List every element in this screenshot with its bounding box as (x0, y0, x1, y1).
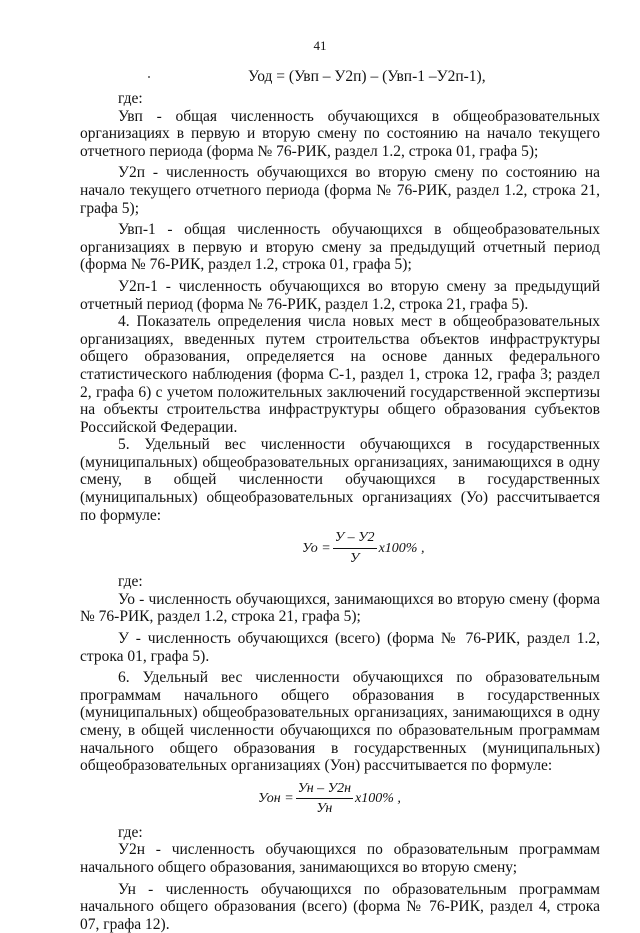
paragraph: 4. Показатель определения числа новых мест в общеобразовательных организациях, введенных путем строительства объектов инфраструктуры общего образования, определяется на основе данных федерального статистического наблюдения (форма С-1, раздел 1, строка 12, графа 3; раздел 2, графа 6) с учетом положительных заключений государственной экспертизы на объекты строительства инфраструктуры общего образования субъектов Российской Федерации. (80, 313, 600, 436)
formula-uon (80, 776, 600, 822)
formula-uo-denominator: У (349, 550, 360, 566)
paragraph: Ун - численность обучающихся по образовательным программам начального общего образования (всего) (форма № 76-РИК, раздел 4, строка 07, графа 12). (80, 880, 600, 933)
body-text (80, 90, 600, 933)
formula-uo-fraction (333, 529, 377, 567)
formula-uon-denominator: Ун (316, 801, 333, 817)
formula-uo-numerator: У – У2 (333, 529, 377, 549)
paragraph: Уо - численность обучающихся, занимающихся во вторую смену (форма № 76-РИК, раздел 1.2, строка 21, графа 5); (80, 590, 600, 626)
paragraph: Увп-1 - общая численность обучающихся в общеобразовательных организациях в первую и вторую смену за предыдущий отчетный период (форма № 76-РИК, раздел 1.2, строка 01, графа 5); (80, 221, 600, 274)
formula-uo-tail: x100% , (378, 540, 425, 556)
formula-uon-numerator: Ун – У2н (296, 780, 353, 800)
formula-uon-tail: x100% , (355, 791, 401, 807)
page-number: 41 (313, 38, 327, 53)
paragraph: У2п - численность обучающихся во вторую смену по состоянию на начало текущего отчетного периода (форма № 76-РИК, раздел 1.2, строка 21, графа 5); (80, 164, 600, 217)
where-label: где: (118, 823, 143, 841)
where-label: где: (118, 90, 143, 107)
paragraph: 6. Удельный вес численности обучающихся по образовательным программам начального общего образования в государственных (муниципальных) общеобразовательных организациях, занимающихся в одну смену, в общей численности обучающихся по образовательным программам начального общего образования в государственных (муниципальных) общеобразовательных организациях (Уон) рассчитывается по формуле: (80, 669, 600, 775)
formula-uon-fraction (296, 780, 353, 818)
paragraph: У2н - численность обучающихся по образовательным программам начального общего образования, занимающихся во вторую смену; (80, 841, 600, 876)
formula-main: Уод = (Увп – У2п) – (Увп-1 –У2п-1), (248, 68, 486, 85)
paragraph: У - численность обучающихся (всего) (форма № 76-РИК, раздел 1.2, строка 01, графа 5). (80, 630, 600, 665)
scan-speck (148, 76, 150, 78)
where-label: где: (118, 573, 143, 591)
paragraph: У2п-1 - численность обучающихся во вторую смену за предыдущий отчетный период (форма № 76-РИК, раздел 1.2, строка 21, графа 5). (80, 277, 600, 313)
paragraph: Увп - общая численность обучающихся в общеобразовательных организациях в первую и вторую смену по состоянию на начало текущего отчетного периода (форма № 76-РИК, раздел 1.2, строка 01, графа 5); (80, 107, 600, 160)
paragraph: 5. Удельный вес численности обучающихся в государственных (муниципальных) общеобразовательных организациях, занимающихся в одну смену, в общей численности обучающихся в государственных (муниципальных) общеобразовательных организациях (Уо) рассчитывается по формуле: (80, 436, 600, 524)
formula-uo-lhs: Уо = (302, 540, 331, 556)
formula-uon-lhs: Уон = (258, 791, 294, 807)
formula-uo (80, 525, 600, 571)
